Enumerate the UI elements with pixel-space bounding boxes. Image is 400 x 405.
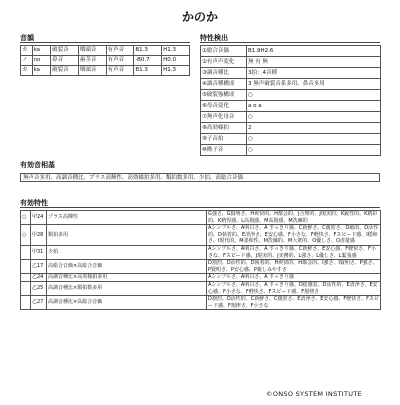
phoneme-row xyxy=(21,66,190,76)
trait-row xyxy=(21,274,381,282)
feature-label-cell: ⑦無声化母音 xyxy=(201,112,247,123)
trait-code-cell: 甲28 xyxy=(31,225,47,246)
trait-mark-cell xyxy=(21,281,31,295)
trait-code-cell: 乙17 xyxy=(31,260,47,274)
trait-row xyxy=(21,211,381,225)
feature-value-cell: ○ xyxy=(247,90,381,101)
feature-row xyxy=(201,79,381,90)
features-rule xyxy=(200,42,380,43)
feature-row xyxy=(201,112,381,123)
trait-name-cell: プラス高輝性 xyxy=(47,211,207,225)
features-heading: 特性検出 xyxy=(200,34,228,42)
feature-row xyxy=(201,57,381,68)
trait-name-cell: 類拍多用 xyxy=(47,225,207,246)
feature-label-cell: ①総合音価 xyxy=(201,46,247,57)
phonemes-rule xyxy=(20,42,190,43)
trait-description-cell: Aシンプルさ、A明白さ、A すっきり感 xyxy=(207,274,381,282)
phoneme-voicing-cell: 有声音 xyxy=(106,46,134,56)
phoneme-romaji-cell: ka xyxy=(32,66,51,76)
trait-mark-cell xyxy=(21,245,31,259)
trait-row xyxy=(21,260,381,274)
trait-row xyxy=(21,245,381,259)
feature-value-cell: a o a xyxy=(247,101,381,112)
feature-value-cell: ○ xyxy=(247,134,381,145)
trait-mark-cell xyxy=(21,274,31,282)
trait-row xyxy=(21,296,381,310)
phoneme-voicing-cell: 有声音 xyxy=(106,66,134,76)
feature-value-cell: 3 無声破裂音系多用、鼻音多用 xyxy=(247,79,381,90)
phoneme-romaji-cell: ka xyxy=(32,46,51,56)
feature-row xyxy=(201,134,381,145)
phoneme-row xyxy=(21,56,190,66)
phoneme-row xyxy=(21,46,190,56)
copyright-footer: ©ONSO SYSTEM INSTITUTE xyxy=(266,390,362,398)
trait-name-cell: 高調音種比×高総合音価 xyxy=(47,296,207,310)
feature-value-cell: ○ xyxy=(247,145,381,156)
trait-code-cell: 甲24 xyxy=(31,211,47,225)
phoneme-articulation-manner-cell: 破裂音 xyxy=(51,46,79,56)
page-title: かのか xyxy=(181,10,218,24)
phoneme-h-value-cell: H1.3 xyxy=(162,66,190,76)
phoneme-b-value-cell: B1.3 xyxy=(134,66,162,76)
feature-row xyxy=(201,68,381,79)
phoneme-kana-cell: ノ xyxy=(21,56,33,66)
traits-heading: 有効特性 xyxy=(20,199,48,207)
traits-table xyxy=(20,210,381,310)
feature-label-cell: ⑩拗子音 xyxy=(201,145,247,156)
trait-mark-cell: ○ xyxy=(21,211,31,225)
trait-description-cell: D割烈、D活性的、C新鮮さ、C親密さ、E清浄さ、E安心感、F軽快さ、Fスピード感、F規律さ、F小さな xyxy=(208,296,379,309)
feature-row xyxy=(201,90,381,101)
traits-rule xyxy=(20,207,380,208)
phoneme-articulation-manner-cell: 破裂音 xyxy=(51,66,79,76)
feature-label-cell: ⑧高効様拍 xyxy=(201,123,247,134)
feature-row xyxy=(201,123,381,134)
feature-label-cell: ⑨子音拍 xyxy=(201,134,247,145)
phoneme-articulation-place-cell: 咽頭音 xyxy=(78,66,106,76)
trait-code-cell: 乙24 xyxy=(31,274,47,282)
feature-value-cell: ○ xyxy=(247,112,381,123)
phoneme-kana-cell: カ xyxy=(21,66,33,76)
feature-label-cell: ②有声声変化 xyxy=(201,57,247,68)
phoneme-voicing-cell: 有声音 xyxy=(106,56,134,66)
mood-heading: 有効音相基 xyxy=(20,161,55,169)
feature-label-cell: ⑥母音変化 xyxy=(201,101,247,112)
phoneme-kana-cell: カ xyxy=(21,46,33,56)
feature-value-cell: 無 有 無 xyxy=(247,57,381,68)
trait-name-cell: 高総合音価×高総合音価 xyxy=(47,260,207,274)
mood-text: 無声音多用、高調音種比、プラス高輝性、高効様拍多用、類拍数多用、少拍、高総合音価 xyxy=(20,173,380,182)
feature-value-cell: B1.9H2.6 xyxy=(247,46,381,57)
trait-mark-cell xyxy=(21,260,31,274)
phonemes-heading: 音韻 xyxy=(20,34,34,42)
trait-description-cell: G強さ、G賢明さ、H爽快的、H都会的、J合理的、J現実的、K鋭性的、K精彩的、K精悍感、L高揚感、M高揚感、M洗練的 xyxy=(207,211,381,225)
trait-code-cell: 乙25 xyxy=(31,281,47,295)
phoneme-romaji-cell: no xyxy=(32,56,51,66)
phoneme-h-value-cell: H1.3 xyxy=(162,46,190,56)
trait-mark-cell: ○ xyxy=(21,225,31,246)
feature-value-cell: 3拍：4音種 xyxy=(247,68,381,79)
trait-name-cell: 高調音種比×高効様拍多用 xyxy=(47,274,207,282)
trait-description-cell: Aシンプルさ、A明白さ、A すっきり感、C新鮮さ、C親密さ、D敏的、D活性的、D執着的、E清浄さ、E安心感、F小さな、F軽快さ、Fスピード感、I穏和さ、I現代的、M柔和性、M洗練的、M大衆的、O優しさ、O清楚感 xyxy=(207,225,381,246)
trait-name-cell: 高調音種比×類拍数多用 xyxy=(47,281,207,295)
phoneme-b-value-cell: B1.3 xyxy=(134,46,162,56)
phonemes-table xyxy=(20,45,190,76)
features-table xyxy=(200,45,381,156)
phoneme-articulation-manner-cell: 鼻音 xyxy=(51,56,79,66)
feature-label-cell: ③調音種比 xyxy=(201,68,247,79)
trait-description-cell: D割烈、D活性的、D執着的、H爽快的、H都会的、I強さ、I賢明さ、P強さ、P賢明さ、P安心感、P親しみやすさ xyxy=(207,260,381,274)
feature-label-cell: ④調音種構成 xyxy=(201,79,247,90)
trait-code-cell: 乙27 xyxy=(31,296,47,310)
feature-value-cell: 2 xyxy=(247,123,381,134)
feature-label-cell: ⑤破裂強構成 xyxy=(201,90,247,101)
trait-description-cell: Aシンプルさ、A明白さ、A すっきり感、D揺感覚、D活性的、E清浄さ、E安心感、F小さな、F軽快さ、Fスピード感、F規律さ xyxy=(207,281,381,295)
trait-description-cell: Aシンプルさ、A明白さ、A すっきり感、C新鮮さ、E安心感、F軽快さ、F小さな、Fスピード感、J現実的、J実務的、L強さ、L優しさ、L緊張感 xyxy=(207,245,381,259)
trait-code-cell: 甲31 xyxy=(31,245,47,259)
phoneme-articulation-place-cell: 歯茎音 xyxy=(78,56,106,66)
trait-row xyxy=(21,281,381,295)
feature-row xyxy=(201,101,381,112)
feature-row xyxy=(201,145,381,156)
trait-row xyxy=(21,225,381,246)
trait-name-cell: 少拍 xyxy=(47,245,207,259)
phoneme-b-value-cell: -B0.7 xyxy=(134,56,162,66)
feature-row xyxy=(201,46,381,57)
phoneme-h-value-cell: H0.0 xyxy=(162,56,190,66)
trait-mark-cell xyxy=(21,296,31,310)
phoneme-articulation-place-cell: 咽頭音 xyxy=(78,46,106,56)
